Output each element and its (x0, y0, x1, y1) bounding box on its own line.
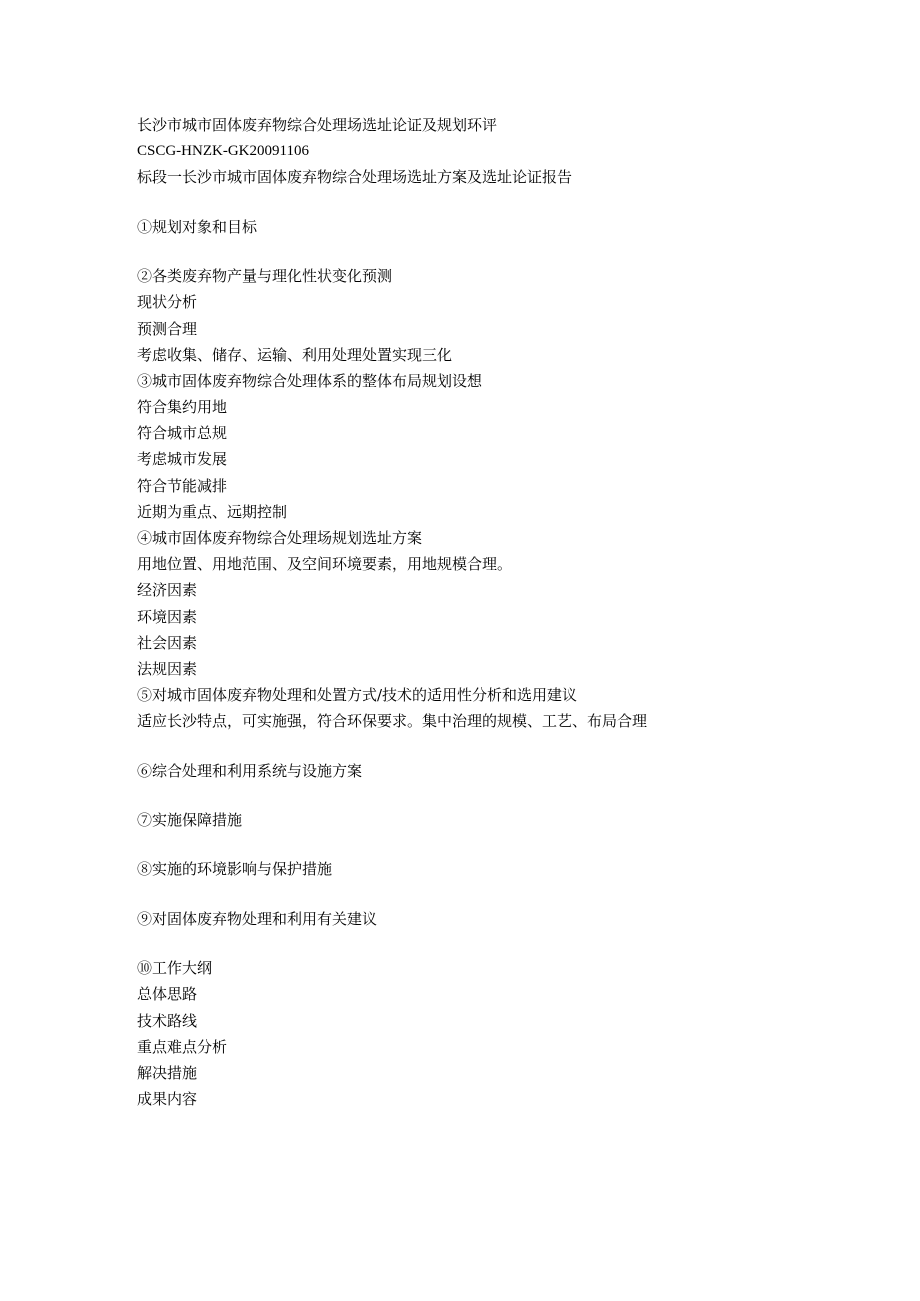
list-item: 社会因素 (137, 633, 198, 652)
list-item: 适应长沙特点，可实施强，符合环保要求。集中治理的规模、工艺、布局合理 (137, 712, 648, 731)
document-code: CSCG-HNZK-GK20091106 (137, 143, 309, 160)
list-item: 经济因素 (137, 581, 198, 600)
section-heading-9: ⑨对固体废弃物处理和利用有关建议 (137, 909, 378, 928)
list-item: 现状分析 (137, 293, 198, 312)
section-heading-6: ⑥综合处理和利用系统与设施方案 (137, 761, 363, 780)
list-item: 重点难点分析 (137, 1037, 228, 1056)
blank-line (137, 191, 857, 214)
list-item: 符合节能减排 (137, 476, 228, 495)
section-heading-7: ⑦实施保障措施 (137, 811, 243, 830)
blank-line (137, 240, 857, 263)
document-subtitle: 标段一长沙市城市固体废弃物综合处理场选址方案及选址论证报告 (137, 168, 573, 187)
list-item: 近期为重点、远期控制 (137, 502, 288, 521)
list-item: 考虑城市发展 (137, 450, 228, 469)
section-heading-10: ⑩工作大纲 (137, 959, 213, 978)
list-item: 解决措施 (137, 1063, 198, 1082)
list-item: 符合城市总规 (137, 424, 228, 443)
list-item: 符合集约用地 (137, 398, 228, 417)
blank-line (137, 833, 857, 856)
blank-line (137, 883, 857, 906)
section-heading-8: ⑧实施的环境影响与保护措施 (137, 860, 333, 879)
section-heading-1: ①规划对象和目标 (137, 217, 258, 236)
section-heading-2: ②各类废弃物产量与理化性状变化预测 (137, 267, 393, 286)
section-heading-4: ④城市固体废弃物综合处理场规划选址方案 (137, 529, 423, 547)
blank-line (137, 932, 857, 955)
section-heading-3: ③城市固体废弃物综合处理体系的整体布局规划设想 (137, 371, 483, 390)
list-item: 技术路线 (137, 1011, 198, 1030)
blank-line (137, 784, 857, 807)
list-item: 考虑收集、储存、运输、利用处理处置实现三化 (137, 345, 453, 364)
list-item: 预测合理 (137, 319, 198, 338)
blank-line (137, 735, 857, 758)
list-item: 法规因素 (137, 659, 198, 678)
list-item: 总体思路 (137, 985, 198, 1004)
list-item: 成果内容 (137, 1090, 198, 1109)
list-item: 用地位置、用地范围、及空间环境要素，用地规模合理。 (137, 555, 513, 574)
document-title: 长沙市城市固体废弃物综合处理场选址论证及规划环评 (137, 116, 498, 134)
section-heading-5: ⑤对城市固体废弃物处理和处置方式/技术的适用性分析和选用建议 (137, 686, 578, 705)
document-body (137, 112, 857, 1112)
list-item: 环境因素 (137, 607, 198, 626)
